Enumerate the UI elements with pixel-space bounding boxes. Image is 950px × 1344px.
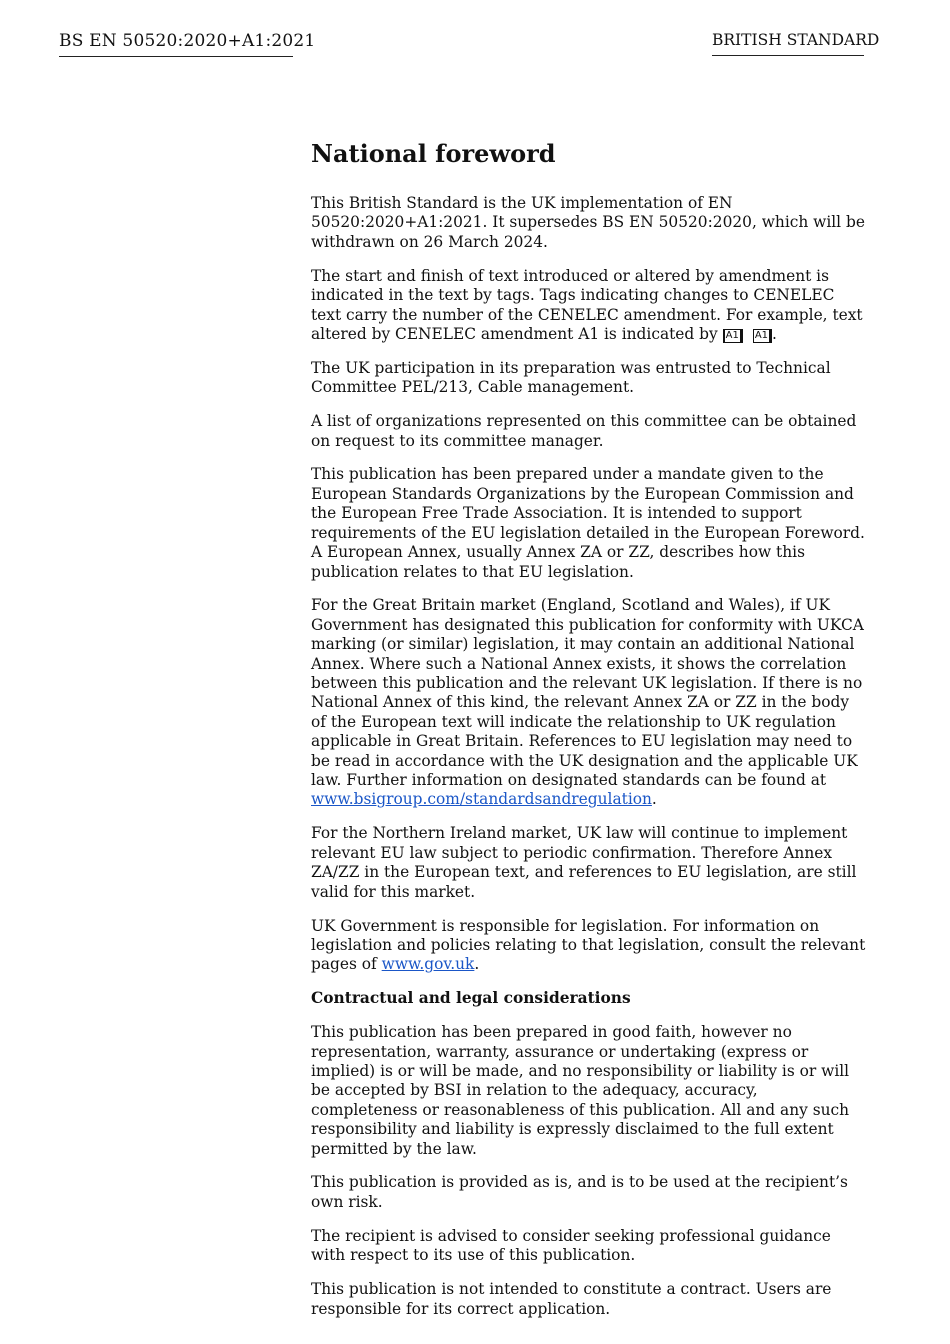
paragraph-professional-guidance: The recipient is advised to consider seeking professional guidance with respect to its use of this publication.: [311, 1226, 831, 1265]
paragraph-great-britain: [311, 596, 867, 809]
bsigroup-link[interactable]: www.bsigroup.com/standardsandregulation: [311, 790, 652, 809]
paragraph-organizations: A list of organizations represented on this committee can be obtained on request to its committee manager.: [311, 412, 857, 450]
page-title: National foreword: [311, 139, 556, 168]
paragraph-amendment-tags: [311, 267, 867, 345]
paragraph-good-faith: This publication has been prepared in good faith, however no representation, warranty, assurance or undertaking (express or implied) is or will be made, and no responsibility or liability is or will be accepted by BSI in relation to the adequacy, accuracy, completeness or reasonableness of this publication. All and any such responsibility and liability is expressly disclaimed to the full extent permitted by the law.: [311, 1023, 850, 1158]
paragraph-northern-ireland: For the Northern Ireland market, UK law will continue to implement relevant EU law subject to periodic confirmation. Therefore Annex ZA/ZZ in the European text, and references to EU legislation, are still valid for this market.: [311, 824, 857, 901]
standard-series-label: BRITISH STANDARD: [712, 31, 864, 56]
paragraph-amendment-tags-text: The start and finish of text introduced or altered by amendment is indicated in the text by tags. Tags indicating changes to CENELEC text carry the number of the CENELEC amendment. For example, text altered by CENELEC amendment A1 is indicated by: [311, 266, 863, 343]
amendment-end-tag-icon: A1: [753, 329, 772, 343]
paragraph-great-britain-end: .: [651, 790, 657, 809]
paragraph-not-contract: This publication is not intended to constitute a contract. Users are responsible for its correct application.: [311, 1280, 832, 1318]
paragraph-great-britain-text: For the Great Britain market (England, Scotland and Wales), if UK Government has designated this publication for conformity with UKCA marking (or similar) legislation, it may contain an additional National Annex. Where such a National Annex exists, it shows the correlation between this publication and the relevant UK legislation. If there is no National Annex of this kind, the relevant Annex ZA or ZZ in the body of the European text will indicate the relationship to UK regulation applicable in Great Britain. References to EU legislation may need to be read in accordance with the UK designation and the applicable UK law. Further information on designated standards can be found at: [311, 596, 864, 790]
amendment-start-tag-icon: A1: [723, 329, 743, 343]
paragraph-own-risk: This publication is provided as is, and is to be used at the recipient’s own risk.: [311, 1173, 848, 1211]
gov-uk-link[interactable]: www.gov.uk: [381, 955, 475, 974]
foreword-body: [311, 140, 867, 1333]
paragraph-implementation: This British Standard is the UK implementation of EN 50520:2020+A1:2021. It supersedes BS EN 50520:2020, which will be withdrawn on 26 March 2024.: [311, 194, 865, 251]
paragraph-mandate: This publication has been prepared under a mandate given to the European Standards Organizations by the European Commission and the European Free Trade Association. It is intended to support requirements of the EU legislation detailed in the European Foreword. A European Annex, usually Annex ZA or ZZ, describes how this publication relates to that EU legislation.: [311, 465, 865, 581]
section-subheading: Contractual and legal considerations: [311, 989, 631, 1008]
document-id: BS EN 50520:2020+A1:2021: [59, 31, 293, 57]
paragraph-committee: The UK participation in its preparation was entrusted to Technical Committee PEL/213, Cable management.: [311, 358, 831, 397]
paragraph-legislation-text: UK Government is responsible for legislation. For information on legislation and policies relating to that legislation, consult the relevant pages of: [311, 916, 866, 974]
paragraph-legislation-end: .: [474, 955, 480, 974]
paragraph-amendment-tags-end: .: [772, 324, 777, 343]
paragraph-legislation: [311, 917, 867, 975]
